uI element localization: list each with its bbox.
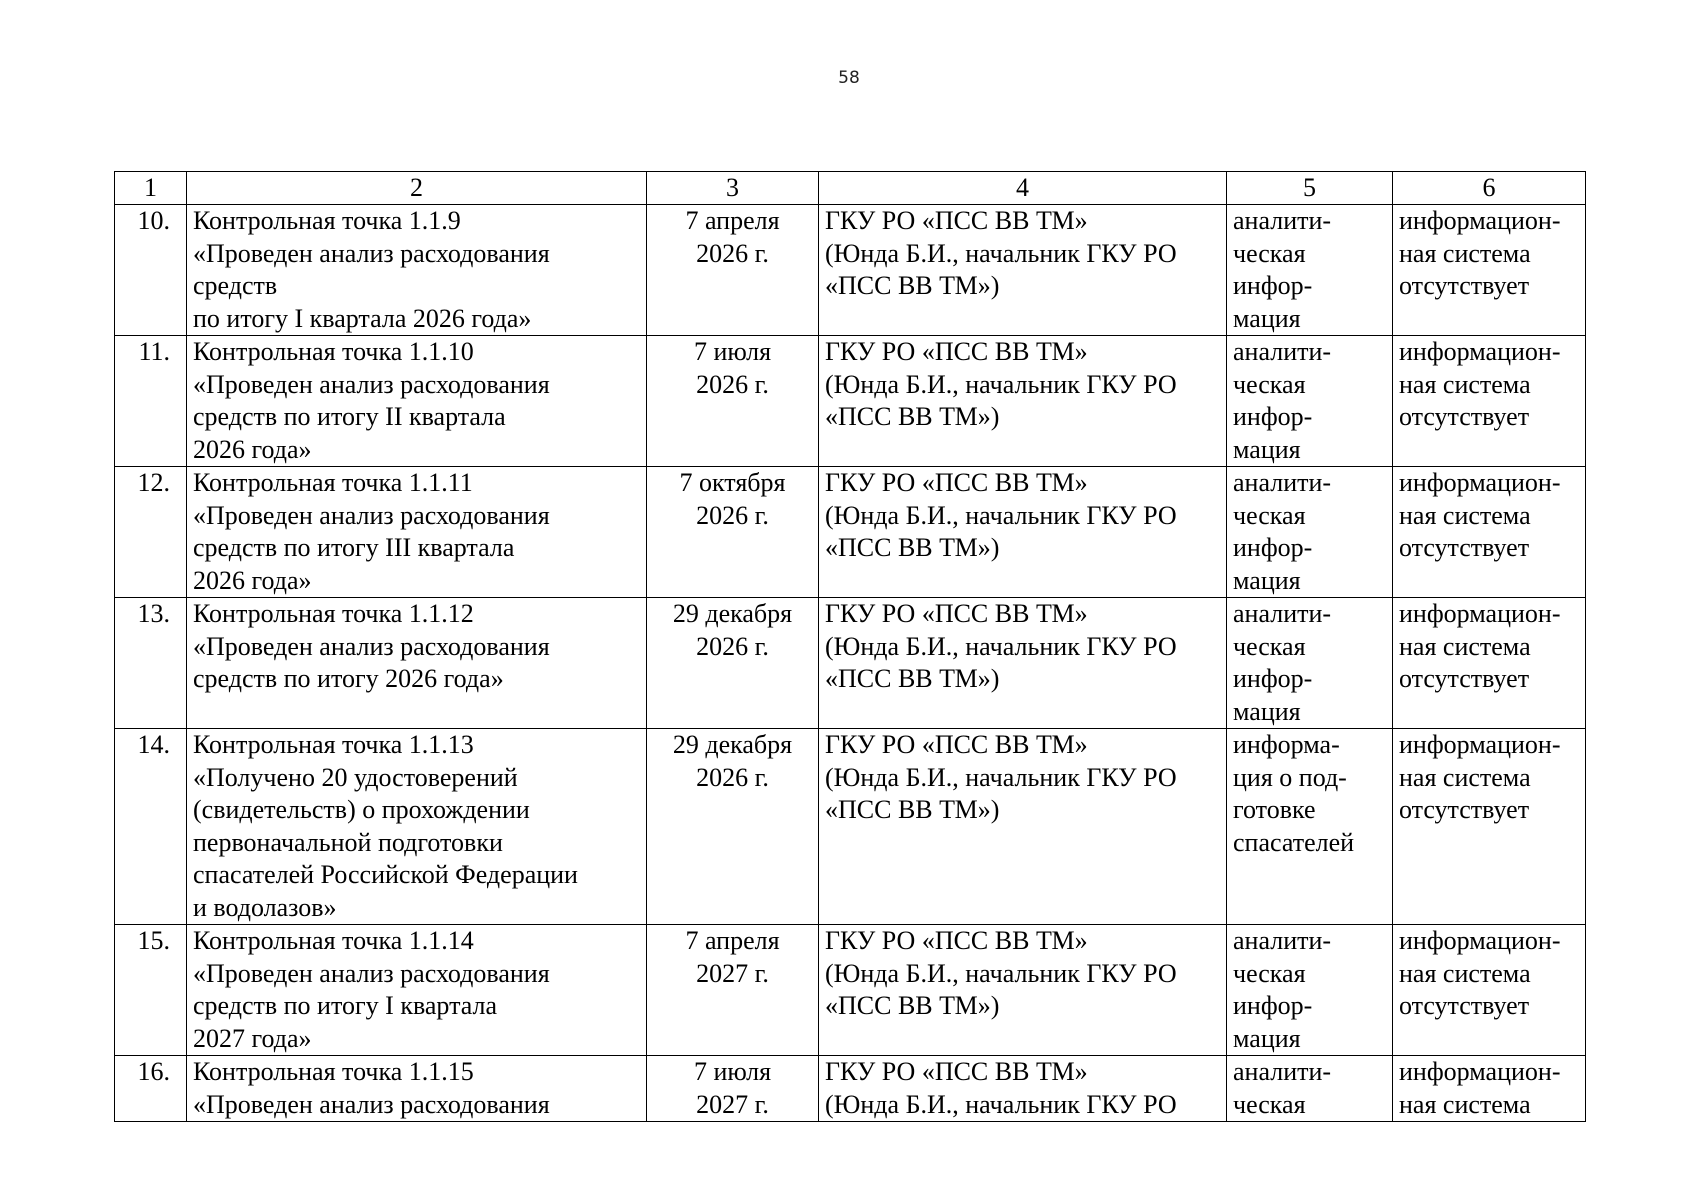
information-system-cell xyxy=(1393,205,1586,336)
cell-text-line: 2027 года» xyxy=(193,1023,312,1053)
cell-text-line: ГКУ РО «ПСС ВВ ТМ» xyxy=(825,599,1088,628)
information-system-cell xyxy=(1393,1056,1586,1122)
date-cell xyxy=(647,925,819,1056)
cell-text-line: 29 декабря xyxy=(672,730,793,759)
cell-text-line: ческая xyxy=(1233,958,1306,988)
row-number-cell: 10. xyxy=(115,205,187,336)
responsible-cell xyxy=(819,1056,1227,1122)
cell-text-line: готовке xyxy=(1233,795,1316,824)
date-cell xyxy=(647,1056,819,1122)
cell-text-line: (Юнда Б.И., начальник ГКУ РО xyxy=(825,238,1177,268)
column-header: 3 xyxy=(647,172,819,205)
cell-text-line: 7 июля xyxy=(693,337,772,366)
cell-text-line: ческая xyxy=(1233,631,1306,661)
table-row xyxy=(115,1056,1586,1122)
cell-text-line: (Юнда Б.И., начальник ГКУ РО xyxy=(825,762,1177,792)
table-body xyxy=(115,172,1586,1122)
document-type-cell xyxy=(1227,467,1393,598)
column-header: 5 xyxy=(1227,172,1393,205)
cell-text-line: инфор- xyxy=(1233,991,1313,1020)
cell-text-line: 2026 г. xyxy=(696,631,769,661)
cell-text-line: аналити- xyxy=(1233,206,1332,235)
cell-text-line: средств по итогу I квартала xyxy=(193,991,498,1020)
column-header: 2 xyxy=(187,172,647,205)
cell-text-line: 7 октября xyxy=(679,468,786,497)
cell-text-line: ная система xyxy=(1399,500,1531,530)
cell-text-line: средств xyxy=(193,271,278,300)
cell-text-line: (Юнда Б.И., начальник ГКУ РО xyxy=(825,369,1177,399)
cell-text-line: инфор- xyxy=(1233,402,1313,431)
table-row xyxy=(115,205,1586,336)
responsible-cell xyxy=(819,598,1227,729)
cell-text-line: «ПСС ВВ ТМ») xyxy=(825,402,1000,431)
row-number-cell: 15. xyxy=(115,925,187,1056)
information-system-cell xyxy=(1393,729,1586,925)
document-type-cell xyxy=(1227,1056,1393,1122)
cell-text-line: 2026 г. xyxy=(696,500,769,530)
cell-text-line: аналити- xyxy=(1233,926,1332,955)
cell-text-line: «Проведен анализ расходования xyxy=(193,369,550,399)
cell-text-line: 7 апреля xyxy=(685,206,780,235)
cell-text-line: спасателей Российской Федерации xyxy=(193,860,578,889)
event-cell xyxy=(187,336,647,467)
document-type-cell xyxy=(1227,925,1393,1056)
cell-text-line: мация xyxy=(1233,565,1301,595)
cell-text-line: ция о под- xyxy=(1233,762,1347,792)
cell-text-line: ГКУ РО «ПСС ВВ ТМ» xyxy=(825,206,1088,235)
cell-text-line: 2026 г. xyxy=(696,369,769,399)
cell-text-line: 2026 г. xyxy=(696,762,769,792)
event-cell xyxy=(187,729,647,925)
cell-text-line: ная система xyxy=(1399,369,1531,399)
row-number-cell: 16. xyxy=(115,1056,187,1122)
cell-text-line: ГКУ РО «ПСС ВВ ТМ» xyxy=(825,730,1088,759)
cell-text-line: отсутствует xyxy=(1399,402,1530,431)
cell-text-line: инфор- xyxy=(1233,664,1313,693)
row-number-cell: 13. xyxy=(115,598,187,729)
cell-text-line: «Проведен анализ расходования xyxy=(193,1089,550,1119)
cell-text-line: мация xyxy=(1233,303,1301,333)
cell-text-line: Контрольная точка 1.1.10 xyxy=(193,337,474,366)
cell-text-line: ГКУ РО «ПСС ВВ ТМ» xyxy=(825,468,1088,497)
information-system-cell xyxy=(1393,598,1586,729)
cell-text-line: аналити- xyxy=(1233,1057,1332,1086)
column-header: 1 xyxy=(115,172,187,205)
cell-text-line: (свидетельств) о прохождении xyxy=(193,795,530,824)
cell-text-line: 7 июля xyxy=(693,1057,772,1086)
cell-text-line: аналити- xyxy=(1233,468,1332,497)
table-row xyxy=(115,598,1586,729)
cell-text-line: аналити- xyxy=(1233,599,1332,628)
cell-text-line: по итогу I квартала 2026 года» xyxy=(193,303,532,333)
row-number-cell: 12. xyxy=(115,467,187,598)
document-type-cell xyxy=(1227,336,1393,467)
cell-text-line: средств по итогу III квартала xyxy=(193,533,515,562)
document-type-cell xyxy=(1227,598,1393,729)
row-number-cell: 14. xyxy=(115,729,187,925)
cell-text-line: (Юнда Б.И., начальник ГКУ РО xyxy=(825,631,1177,661)
cell-text-line: 2026 года» xyxy=(193,434,312,464)
cell-text-line: 2026 г. xyxy=(696,238,769,268)
table-row xyxy=(115,336,1586,467)
cell-text-line: «ПСС ВВ ТМ») xyxy=(825,991,1000,1020)
cell-text-line: 29 декабря xyxy=(672,599,793,628)
cell-text-line: «Проведен анализ расходования xyxy=(193,238,550,268)
cell-text-line: ГКУ РО «ПСС ВВ ТМ» xyxy=(825,1057,1088,1086)
cell-text-line: 2027 г. xyxy=(696,1089,769,1119)
cell-text-line: информацион- xyxy=(1399,730,1561,759)
page-number: 58 xyxy=(838,68,860,88)
date-cell xyxy=(647,598,819,729)
responsible-cell xyxy=(819,925,1227,1056)
date-cell xyxy=(647,205,819,336)
cell-text-line: Контрольная точка 1.1.11 xyxy=(193,468,473,497)
cell-text-line: средств по итогу 2026 года» xyxy=(193,664,504,693)
column-number-row xyxy=(115,172,1586,205)
cell-text-line: ГКУ РО «ПСС ВВ ТМ» xyxy=(825,926,1088,955)
cell-text-line: «Проведен анализ расходования xyxy=(193,958,550,988)
cell-text-line: информацион- xyxy=(1399,599,1561,628)
cell-text-line: ная система xyxy=(1399,1089,1531,1119)
column-header: 6 xyxy=(1393,172,1586,205)
cell-text-line: инфор- xyxy=(1233,271,1313,300)
cell-text-line: ческая xyxy=(1233,369,1306,399)
cell-text-line: мация xyxy=(1233,1023,1301,1053)
document-type-cell xyxy=(1227,729,1393,925)
cell-text-line: мация xyxy=(1233,696,1301,726)
cell-text-line: Контрольная точка 1.1.15 xyxy=(193,1057,474,1086)
cell-text-line: 7 апреля xyxy=(685,926,780,955)
cell-text-line: 2026 года» xyxy=(193,565,312,595)
cell-text-line: «ПСС ВВ ТМ») xyxy=(825,271,1000,300)
responsible-cell xyxy=(819,729,1227,925)
event-cell xyxy=(187,205,647,336)
cell-text-line: «ПСС ВВ ТМ») xyxy=(825,795,1000,824)
cell-text-line: Контрольная точка 1.1.12 xyxy=(193,599,474,628)
cell-text-line: Контрольная точка 1.1.9 xyxy=(193,206,461,235)
date-cell xyxy=(647,336,819,467)
cell-text-line: отсутствует xyxy=(1399,991,1530,1020)
cell-text-line: (Юнда Б.И., начальник ГКУ РО xyxy=(825,500,1177,530)
cell-text-line: инфор- xyxy=(1233,533,1313,562)
cell-text-line: ная система xyxy=(1399,631,1531,661)
cell-text-line: информацион- xyxy=(1399,206,1561,235)
responsible-cell xyxy=(819,336,1227,467)
cell-text-line: ная система xyxy=(1399,238,1531,268)
table-row xyxy=(115,467,1586,598)
cell-text-line: информа- xyxy=(1233,730,1340,759)
date-cell xyxy=(647,467,819,598)
cell-text-line: (Юнда Б.И., начальник ГКУ РО xyxy=(825,1089,1177,1119)
cell-text-line: Контрольная точка 1.1.13 xyxy=(193,730,474,759)
cell-text-line: спасателей xyxy=(1233,827,1355,857)
cell-text-line: мация xyxy=(1233,434,1301,464)
cell-text-line: «ПСС ВВ ТМ») xyxy=(825,664,1000,693)
information-system-cell xyxy=(1393,336,1586,467)
table-row xyxy=(115,925,1586,1056)
event-cell xyxy=(187,925,647,1056)
cell-text-line: средств по итогу II квартала xyxy=(193,402,506,431)
cell-text-line: «ПСС ВВ ТМ») xyxy=(825,533,1000,562)
row-number-cell: 11. xyxy=(115,336,187,467)
cell-text-line: Контрольная точка 1.1.14 xyxy=(193,926,474,955)
cell-text-line: информацион- xyxy=(1399,337,1561,366)
cell-text-line: «Проведен анализ расходования xyxy=(193,631,550,661)
cell-text-line: отсутствует xyxy=(1399,533,1530,562)
event-cell xyxy=(187,1056,647,1122)
cell-text-line: ная система xyxy=(1399,762,1531,792)
cell-text-line: и водолазов» xyxy=(193,892,337,922)
control-points-table xyxy=(114,171,1586,1122)
responsible-cell xyxy=(819,467,1227,598)
event-cell xyxy=(187,467,647,598)
cell-text-line: (Юнда Б.И., начальник ГКУ РО xyxy=(825,958,1177,988)
cell-text-line: аналити- xyxy=(1233,337,1332,366)
document-type-cell xyxy=(1227,205,1393,336)
cell-text-line: первоначальной подготовки xyxy=(193,827,503,857)
cell-text-line: отсутствует xyxy=(1399,271,1530,300)
cell-text-line: информацион- xyxy=(1399,468,1561,497)
cell-text-line: информацион- xyxy=(1399,926,1561,955)
cell-text-line: «Проведен анализ расходования xyxy=(193,500,550,530)
cell-text-line: ная система xyxy=(1399,958,1531,988)
cell-text-line: ческая xyxy=(1233,238,1306,268)
event-cell xyxy=(187,598,647,729)
cell-text-line: ГКУ РО «ПСС ВВ ТМ» xyxy=(825,337,1088,366)
cell-text-line: «Получено 20 удостоверений xyxy=(193,762,518,792)
cell-text-line: отсутствует xyxy=(1399,795,1530,824)
information-system-cell xyxy=(1393,467,1586,598)
cell-text-line: 2027 г. xyxy=(696,958,769,988)
cell-text-line: ческая xyxy=(1233,1089,1306,1119)
cell-text-line: информацион- xyxy=(1399,1057,1561,1086)
column-header: 4 xyxy=(819,172,1227,205)
cell-text-line: отсутствует xyxy=(1399,664,1530,693)
cell-text-line: ческая xyxy=(1233,500,1306,530)
table-row xyxy=(115,729,1586,925)
date-cell xyxy=(647,729,819,925)
responsible-cell xyxy=(819,205,1227,336)
information-system-cell xyxy=(1393,925,1586,1056)
